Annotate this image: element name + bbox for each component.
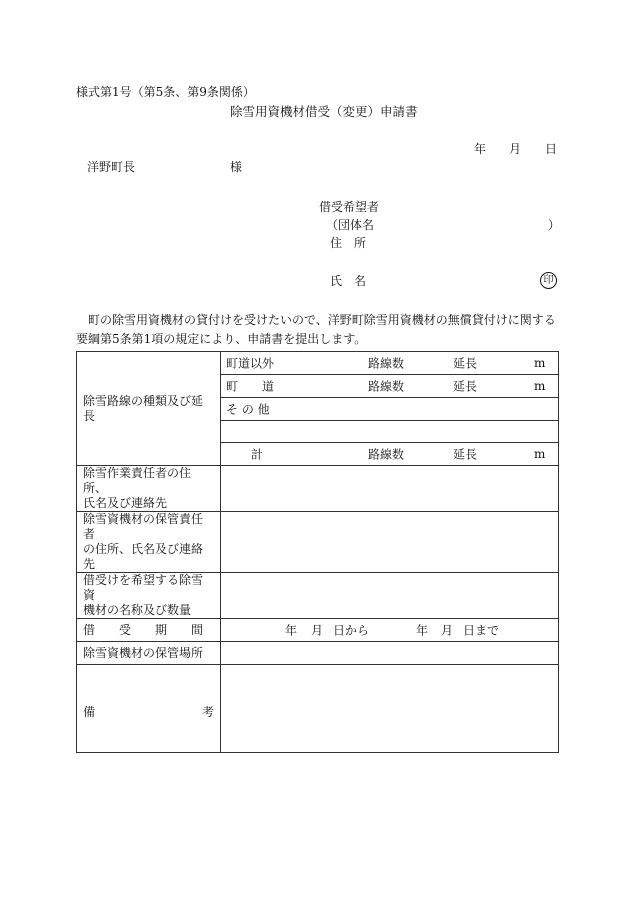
period-to-month: 月: [441, 623, 454, 638]
addressee-suffix: 様: [230, 160, 243, 174]
route-unit: m: [534, 379, 546, 393]
route-length-label: 延長: [453, 379, 478, 394]
route-cell: [221, 352, 559, 375]
equipment-row: [77, 573, 559, 619]
route-type: そ の 他: [226, 402, 270, 417]
date-year: 年: [474, 142, 487, 156]
remarks-value: [221, 665, 559, 753]
route-type: 計: [251, 447, 264, 462]
route-unit: m: [534, 447, 546, 461]
period-from-year: 年: [285, 623, 298, 638]
route-type: 町道以外: [226, 356, 275, 371]
storage-manager-line-1: 除雪資機材の保管責任者: [83, 512, 204, 541]
form-title: 除雪用資機材借受（変更）申請書: [230, 104, 418, 119]
route-type: 町 道: [226, 379, 275, 394]
equipment-label: [77, 573, 221, 619]
period-value: [221, 619, 559, 642]
body-text: [76, 311, 561, 349]
route-length-label: 延長: [453, 356, 478, 371]
storage-manager-label: [77, 512, 221, 573]
storage-place-row: [77, 642, 559, 665]
route-count-label: 路線数: [368, 379, 405, 394]
equipment-line-2: 機材の名称及び数量: [83, 603, 192, 617]
route-length-label: 延長: [453, 447, 478, 462]
route-cell: [221, 443, 559, 466]
period-label: 借 受 期 間: [77, 619, 221, 642]
storage-manager-line-2: の住所、氏名及び連絡先: [83, 542, 204, 571]
form-number: 様式第1号（第5条、第9条関係）: [76, 85, 255, 99]
storage-manager-value: [221, 512, 559, 573]
applicant-group-open: （団体名: [326, 218, 375, 232]
equipment-value: [221, 573, 559, 619]
equipment-line-1: 借受けを希望する除雪資: [83, 573, 204, 602]
work-manager-value: [221, 466, 559, 512]
work-manager-row: [77, 466, 559, 512]
body-line-1: 町の除雪用資機材の貸付けを受けたいので、洋野町除雪用資機材の無償貸付けに関する: [88, 313, 556, 327]
date-month: 月: [509, 142, 522, 156]
work-manager-line-2: 氏名及び連絡先: [83, 496, 168, 510]
route-cell: [221, 398, 559, 421]
storage-place-value: [221, 642, 559, 665]
period-row: [77, 619, 559, 642]
seal-mark: 印: [540, 272, 557, 289]
applicant-group-close: ）: [548, 218, 561, 232]
route-count-label: 路線数: [368, 447, 405, 462]
remarks-right: 考: [201, 705, 214, 719]
period-to-year: 年: [416, 623, 429, 638]
route-label: 除雪路線の種類及び延長: [77, 352, 221, 466]
application-table: [76, 351, 559, 753]
applicant-name-label: 氏 名: [330, 274, 367, 288]
period-from-day: 日から: [333, 623, 370, 638]
remarks-label: [77, 665, 221, 753]
route-row: [77, 352, 559, 375]
remarks-row: [77, 665, 559, 753]
work-manager-label: [77, 466, 221, 512]
work-manager-line-1: 除雪作業責任者の住所、: [83, 466, 192, 495]
route-unit: m: [534, 356, 546, 370]
period-from-month: 月: [311, 623, 324, 638]
period-to-day: 日まで: [463, 623, 500, 638]
storage-place-label: 除雪資機材の保管場所: [77, 642, 221, 665]
applicant-heading: 借受希望者: [319, 200, 380, 214]
applicant-address-label: 住 所: [330, 236, 367, 250]
storage-manager-row: [77, 512, 559, 573]
body-line-2: 要綱第5条第1項の規定により、申請書を提出します。: [76, 332, 367, 346]
route-cell: [221, 375, 559, 398]
date-day: 日: [545, 142, 558, 156]
addressee-name: 洋野町長: [87, 160, 136, 174]
route-count-label: 路線数: [368, 356, 405, 371]
remarks-left: 備: [83, 705, 96, 719]
route-cell-blank: [221, 421, 559, 443]
